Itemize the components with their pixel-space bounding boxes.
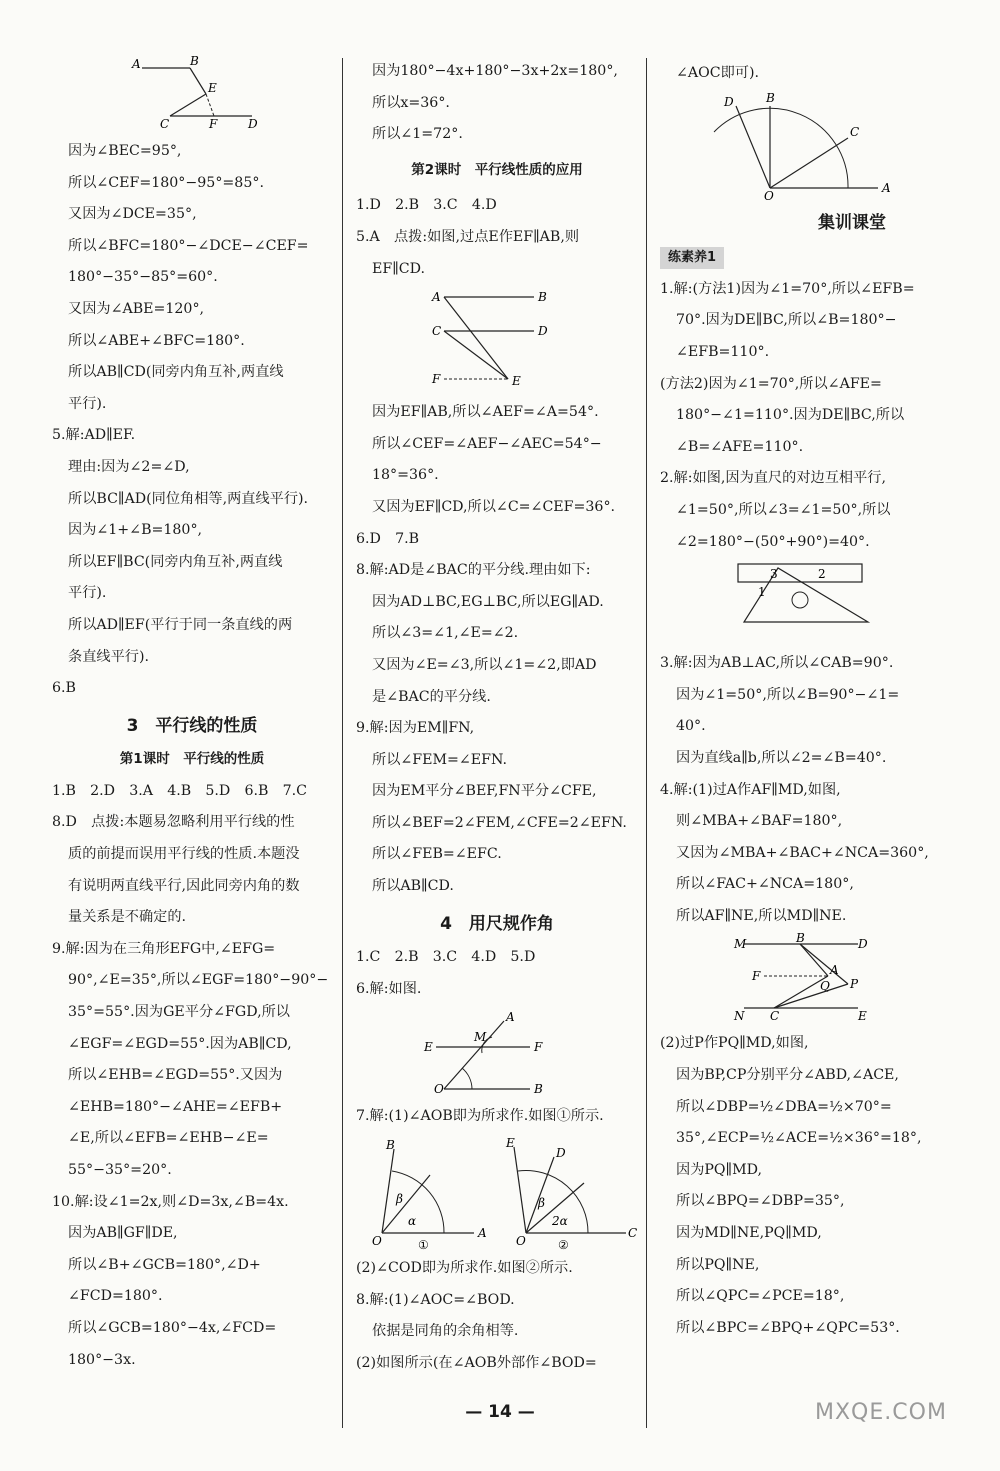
text-line: 所以∠3=∠1,∠E=∠2. [372,625,519,642]
svg-text:C: C [160,117,170,131]
text-line: 180°−35°−85°=60°. [68,269,218,286]
svg-text:C: C [770,1009,780,1024]
text-line: 因为180°−4x+180°−3x+2x=180°, [372,63,618,79]
text-line: 所以∠CEF=180°−95°=85°. [68,174,264,191]
svg-text:N: N [734,1009,745,1024]
text-line: 所以∠FAC+∠NCA=180°, [676,876,854,893]
text-line: 所以∠GCB=180°−4x,∠FCD= [68,1319,277,1336]
svg-text:A: A [830,963,839,978]
text-line: 又因为∠E=∠3,所以∠1=∠2,即AD [372,656,597,673]
svg-text:3: 3 [770,567,778,582]
col3-text-a [660,58,950,90]
col3-text-d [660,1028,950,1344]
figure-construct-angle [422,1007,572,1099]
svg-text:A: A [478,1226,487,1241]
svg-text:E: E [512,374,521,389]
text-line: (2)如图所示(在∠AOB外部作∠BOD= [356,1354,597,1371]
figure-aoc-bod [710,92,900,202]
text-line: 是∠BAC的平分线. [372,688,491,705]
text-line: 平行). [68,395,107,412]
text-line: 1.C 2.B 3.C 4.D 5.D [356,949,536,966]
svg-text:B: B [534,1082,543,1097]
text-line: (2)过P作PQ∥MD,如图, [660,1035,809,1052]
svg-text:F: F [534,1040,543,1055]
col3-text-c [660,648,950,932]
text-line: 3.解:因为AB⊥AC,所以∠CAB=90°. [660,655,894,672]
text-line: 所以∠BPQ=∠DBP=35°, [676,1193,845,1210]
text-line: 18°=36°. [372,467,439,484]
text-line: 2.解:如图,因为直尺的对边互相平行, [660,470,886,487]
svg-text:1: 1 [758,585,766,600]
text-line: 所以∠QPC=∠PCE=18°, [676,1288,845,1305]
svg-text:D: D [556,1146,566,1161]
svg-text:E: E [506,1136,515,1151]
text-line: 所以∠EHB=∠EGD=55°.又因为 [68,1067,283,1084]
svg-text:B: B [766,90,775,105]
text-line: ∠1=50°,所以∠3=∠1=50°,所以 [676,501,891,518]
text-line: ∠FCD=180°. [68,1288,163,1305]
svg-text:D: D [724,94,734,109]
svg-text:C: C [432,324,442,339]
text-line: 所以∠FEM=∠EFN. [372,751,507,768]
svg-text:C: C [850,124,860,139]
col1-text-b [52,776,332,1376]
text-line: 1.B 2.D 3.A 4.B 5.D 6.B 7.C [52,782,308,799]
text-line: 理由:因为∠2=∠D, [68,458,190,475]
text-line: 所以AB∥CD. [372,878,454,895]
svg-text:②: ② [558,1238,569,1253]
text-line: 9.解:因为EM∥FN, [356,720,475,737]
practice-tag: 练素养1 [660,247,724,269]
text-line: 所以EF∥BC(同旁内角互补,两直线 [68,553,283,570]
svg-text:A: A [882,180,891,195]
svg-text:D: D [248,117,258,131]
svg-text:C: C [628,1226,638,1241]
page-number: — 14 — [465,1402,535,1422]
text-line: 因为BP,CP分别平分∠ABD,∠ACE, [676,1067,899,1084]
figure-mbd-nce [730,931,880,1026]
text-line: 所以BC∥AD(同位角相等,两直线平行). [68,490,309,507]
svg-text:A: A [432,290,441,305]
text-line: 5.A 点拨:如图,过点E作EF∥AB,则 [356,228,580,245]
svg-text:B: B [190,54,199,68]
text-line: ∠E,所以∠EFB=∠EHB−∠E= [68,1130,269,1147]
text-line: 180°−3x. [68,1351,136,1368]
section-title-4: 4 用尺规作角 [440,913,554,934]
text-line: 因为∠1+∠B=180°, [68,522,203,539]
svg-text:M: M [474,1030,487,1045]
svg-text:A: A [506,1010,515,1025]
text-line: ∠EGF=∠EGD=55°.因为AB∥CD, [68,1035,292,1052]
text-line: 8.解:(1)∠AOC=∠BOD. [356,1291,515,1308]
svg-text:F: F [752,969,761,984]
text-line: 所以∠FEB=∠EFC. [372,846,502,863]
text-line: EF∥CD. [372,260,425,277]
col2-text-a [356,56,638,151]
text-line: 则∠MBA+∠BAF=180°, [676,813,843,830]
text-line: 40°. [676,718,706,735]
svg-text:P: P [850,977,859,992]
text-line: (2)∠COD即为所求作.如图②所示. [356,1260,573,1277]
svg-text:O: O [434,1082,444,1097]
text-line: 所以∠DBP=½∠DBA=½×70°= [676,1098,892,1115]
text-line: 所以x=36°. [372,94,450,111]
text-line: 所以AB∥CD(同旁内角互补,两直线 [68,364,284,381]
column-3 [660,58,950,1344]
text-line: 6.解:如图. [356,980,422,997]
text-line: 8.解:AD是∠BAC的平分线.理由如下: [356,562,591,579]
svg-text:①: ① [418,1238,429,1253]
figure-abecfd [122,56,282,134]
svg-text:B: B [538,290,547,305]
column-2 [356,56,638,1379]
text-line: 因为∠1=50°,所以∠B=90°−∠1= [676,686,900,703]
column-divider-2 [646,58,647,1428]
text-line: ∠B=∠AFE=110°. [676,438,804,455]
figure-ab-cd-ef [422,287,572,395]
text-line: 所以∠1=72°. [372,126,463,143]
text-line: 所以AD∥EF(平行于同一条直线的两 [68,616,293,633]
text-line: 4.解:(1)过A作AF∥MD,如图, [660,781,841,798]
svg-text:D: D [538,324,548,339]
text-line: 90°,∠E=35°,所以∠EGF=180°−90°− [68,972,329,989]
col2-text-c [356,397,638,903]
text-line: 35°,∠ECP=½∠ACE=½×36°=18°, [676,1130,922,1147]
text-line: ∠AOC即可). [676,65,760,81]
text-line: 9.解:因为在三角形EFG中,∠EFG= [52,940,276,957]
svg-text:E: E [858,1009,867,1024]
text-line: 因为直线a∥b,所以∠2=∠B=40°. [676,749,887,766]
text-line: 所以PQ∥NE, [676,1256,760,1273]
text-line: 55°−35°=20°. [68,1162,172,1178]
text-line: 因为AB∥GF∥DE, [68,1225,178,1242]
text-line: 条直线平行). [68,648,149,665]
subsection-title-1: 第1课时 平行线的性质 [119,751,265,768]
svg-text:O: O [764,188,774,203]
text-line: 因为EM平分∠BEF,FN平分∠CFE, [372,783,597,800]
text-line: 因为AD⊥BC,EG⊥BC,所以EG∥AD. [372,593,604,610]
figure-construct-1-2 [362,1135,638,1253]
col2-text-e [356,1101,638,1133]
text-line: 70°.因为DE∥BC,所以∠B=180°− [676,312,897,329]
text-line: 所以∠BFC=180°−∠DCE−∠CEF= [68,237,309,254]
section-title-3: 3 平行线的性质 [126,715,258,736]
text-line: 所以AF∥NE,所以MD∥NE. [676,907,847,924]
svg-text:M: M [734,937,747,952]
text-line: 所以∠BEF=2∠FEM,∠CFE=2∠EFN. [372,814,627,831]
text-line: 因为∠BEC=95°, [68,143,182,159]
text-line: 5.解:AD∥EF. [52,427,136,444]
text-line: 又因为∠ABE=120°, [68,300,205,317]
svg-text:α: α [408,1214,417,1229]
text-line: 因为PQ∥MD, [676,1161,763,1178]
text-line: 180°−∠1=110°.因为DE∥BC,所以 [676,407,905,424]
col2-text-d [356,942,638,1005]
text-line: 所以∠ABE+∠BFC=180°. [68,332,245,349]
svg-text:2α: 2α [552,1214,568,1229]
text-line: ∠EFB=110°. [676,343,770,360]
svg-text:E: E [208,81,217,95]
text-line: 7.解:(1)∠AOB即为所求作.如图①所示. [356,1108,604,1125]
svg-text:2: 2 [818,567,826,582]
svg-text:D: D [858,937,868,952]
text-line: 1.解:(方法1)因为∠1=70°,所以∠EFB= [660,280,915,297]
column-divider-1 [342,58,343,1428]
text-line: 又因为∠MBA+∠BAC+∠NCA=360°, [676,844,929,861]
text-line: 平行). [68,585,107,602]
section-title-jixun: 集训课堂 [818,212,886,233]
text-line: 10.解:设∠1=2x,则∠D=3x,∠B=4x. [52,1193,289,1210]
svg-text:Q: Q [820,979,830,994]
text-line: 因为EF∥AB,所以∠AEF=∠A=54°. [372,404,599,421]
text-line: 所以∠BPC=∠BPQ+∠QPC=53°. [676,1319,900,1336]
svg-text:A: A [132,57,141,71]
svg-text:O: O [516,1234,526,1249]
text-line: 所以∠CEF=∠AEF−∠AEC=54°− [372,435,602,452]
text-line: 又因为∠DCE=35°, [68,206,197,223]
col3-text-b [660,274,950,558]
text-line: 6.B [52,680,76,697]
column-1 [52,54,332,1376]
col2-text-f [356,1253,638,1379]
text-line: 质的前提而误用平行线的性质.本题没 [68,846,300,863]
text-line: 依据是同角的余角相等. [372,1323,519,1340]
svg-text:O: O [372,1234,382,1249]
text-line: 1.D 2.B 3.C 4.D [356,197,497,214]
text-line: 35°=55°.因为GE平分∠FGD,所以 [68,1004,290,1021]
text-line: 又因为EF∥CD,所以∠C=∠CEF=36°. [372,498,616,515]
svg-text:F: F [209,117,218,131]
text-line: 8.D 点拨:本题易忽略利用平行线的性 [52,814,295,831]
svg-text:B: B [386,1138,395,1153]
text-line: 所以∠B+∠GCB=180°,∠D+ [68,1256,261,1273]
text-line: 6.D 7.B [356,530,420,547]
col1-text-a [52,136,332,705]
text-line: 有说明两直线平行,因此同旁内角的数 [68,877,300,894]
text-line: 因为MD∥NE,PQ∥MD, [676,1225,822,1242]
text-line: ∠EHB=180°−∠AHE=∠EFB+ [68,1098,283,1115]
text-line: 量关系是不确定的. [68,909,187,926]
col2-text-b [356,190,638,285]
svg-text:β: β [538,1196,545,1211]
svg-text:F: F [432,372,441,387]
figure-ruler-triangle [730,560,880,646]
svg-text:B: B [796,931,805,946]
svg-text:E: E [424,1040,433,1055]
text-line: (方法2)因为∠1=70°,所以∠AFE= [660,375,882,392]
watermark: MXQE.COM [815,1400,947,1425]
svg-text:β: β [396,1192,403,1207]
subsection-title-2: 第2课时 平行线性质的应用 [411,161,583,178]
text-line: ∠2=180°−(50°+90°)=40°. [676,533,870,550]
